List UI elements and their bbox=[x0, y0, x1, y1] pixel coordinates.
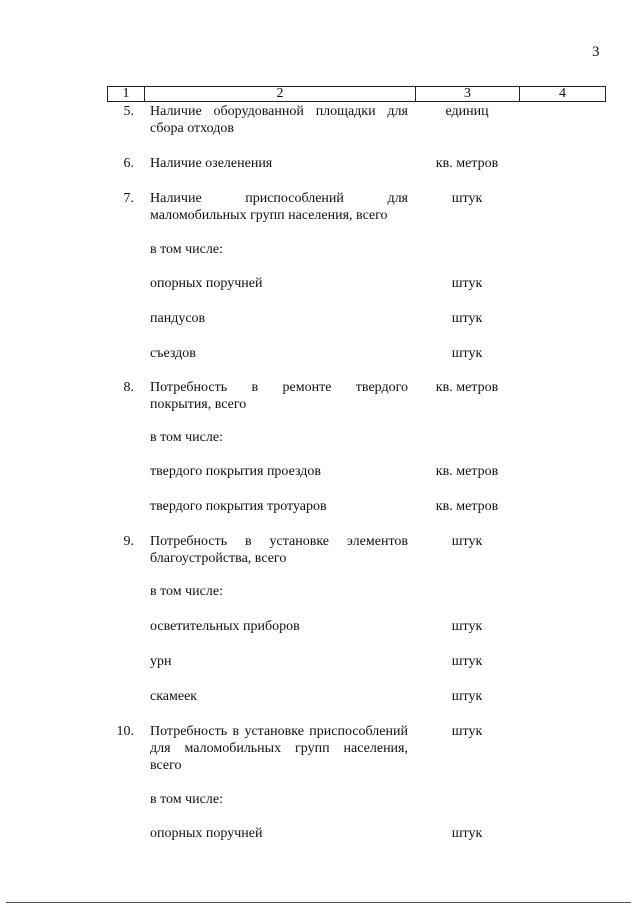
row-unit: штук bbox=[451, 654, 483, 669]
row-text: пандусов bbox=[150, 311, 206, 326]
row-unit: кв. метров bbox=[435, 499, 499, 514]
row-text: опорных поручней bbox=[150, 826, 263, 841]
row-text: опорных поручней bbox=[150, 276, 263, 291]
row-number: 6. bbox=[123, 156, 134, 171]
row-unit: штук bbox=[451, 826, 483, 841]
row-number: 10. bbox=[116, 724, 134, 739]
row-number: 9. bbox=[123, 534, 134, 549]
row-unit: кв. метров bbox=[435, 380, 499, 395]
col-header-4: 4 bbox=[520, 87, 606, 102]
row-number: 5. bbox=[123, 104, 134, 119]
row-text: Потребность в ремонте твердого покрытия, всего bbox=[150, 380, 408, 412]
row-unit: единиц bbox=[445, 104, 489, 119]
row-text: Наличие озеленения bbox=[150, 156, 273, 171]
row-unit: штук bbox=[451, 724, 483, 739]
row-text: в том числе: bbox=[150, 584, 223, 599]
col-header-1: 1 bbox=[108, 87, 145, 102]
row-number: 7. bbox=[123, 191, 134, 206]
col-header-2: 2 bbox=[145, 87, 416, 102]
row-text: Наличие оборудованной площадки для сбора отходов bbox=[150, 104, 408, 136]
row-text: съездов bbox=[150, 346, 196, 361]
row-text: в том числе: bbox=[150, 792, 223, 807]
row-unit: штук bbox=[451, 619, 483, 634]
row-text: твердого покрытия тротуаров bbox=[150, 499, 327, 514]
row-text: в том числе: bbox=[150, 242, 223, 257]
page-bottom-edge bbox=[6, 902, 631, 903]
row-unit: кв. метров bbox=[435, 464, 499, 479]
col-header-3: 3 bbox=[416, 87, 520, 102]
row-text: Наличие приспособлений для маломобильных групп населения, всего bbox=[150, 191, 408, 223]
row-text: урн bbox=[150, 654, 172, 669]
row-unit: кв. метров bbox=[435, 156, 499, 171]
row-unit: штук bbox=[451, 311, 483, 326]
column-header-table bbox=[107, 86, 606, 102]
row-unit: штук bbox=[451, 346, 483, 361]
row-text: осветительных приборов bbox=[150, 619, 300, 634]
row-text: Потребность в установке приспособлений для маломобильных групп населения, всего bbox=[150, 724, 408, 773]
row-unit: штук bbox=[451, 534, 483, 549]
row-number: 8. bbox=[123, 380, 134, 395]
row-text: в том числе: bbox=[150, 430, 223, 445]
page-number: 3 bbox=[592, 44, 600, 60]
row-unit: штук bbox=[451, 191, 483, 206]
row-unit: штук bbox=[451, 276, 483, 291]
row-text: твердого покрытия проездов bbox=[150, 464, 322, 479]
row-text: скамеек bbox=[150, 689, 198, 704]
row-unit: штук bbox=[451, 689, 483, 704]
row-text: Потребность в установке элементов благоустройства, всего bbox=[150, 534, 408, 566]
